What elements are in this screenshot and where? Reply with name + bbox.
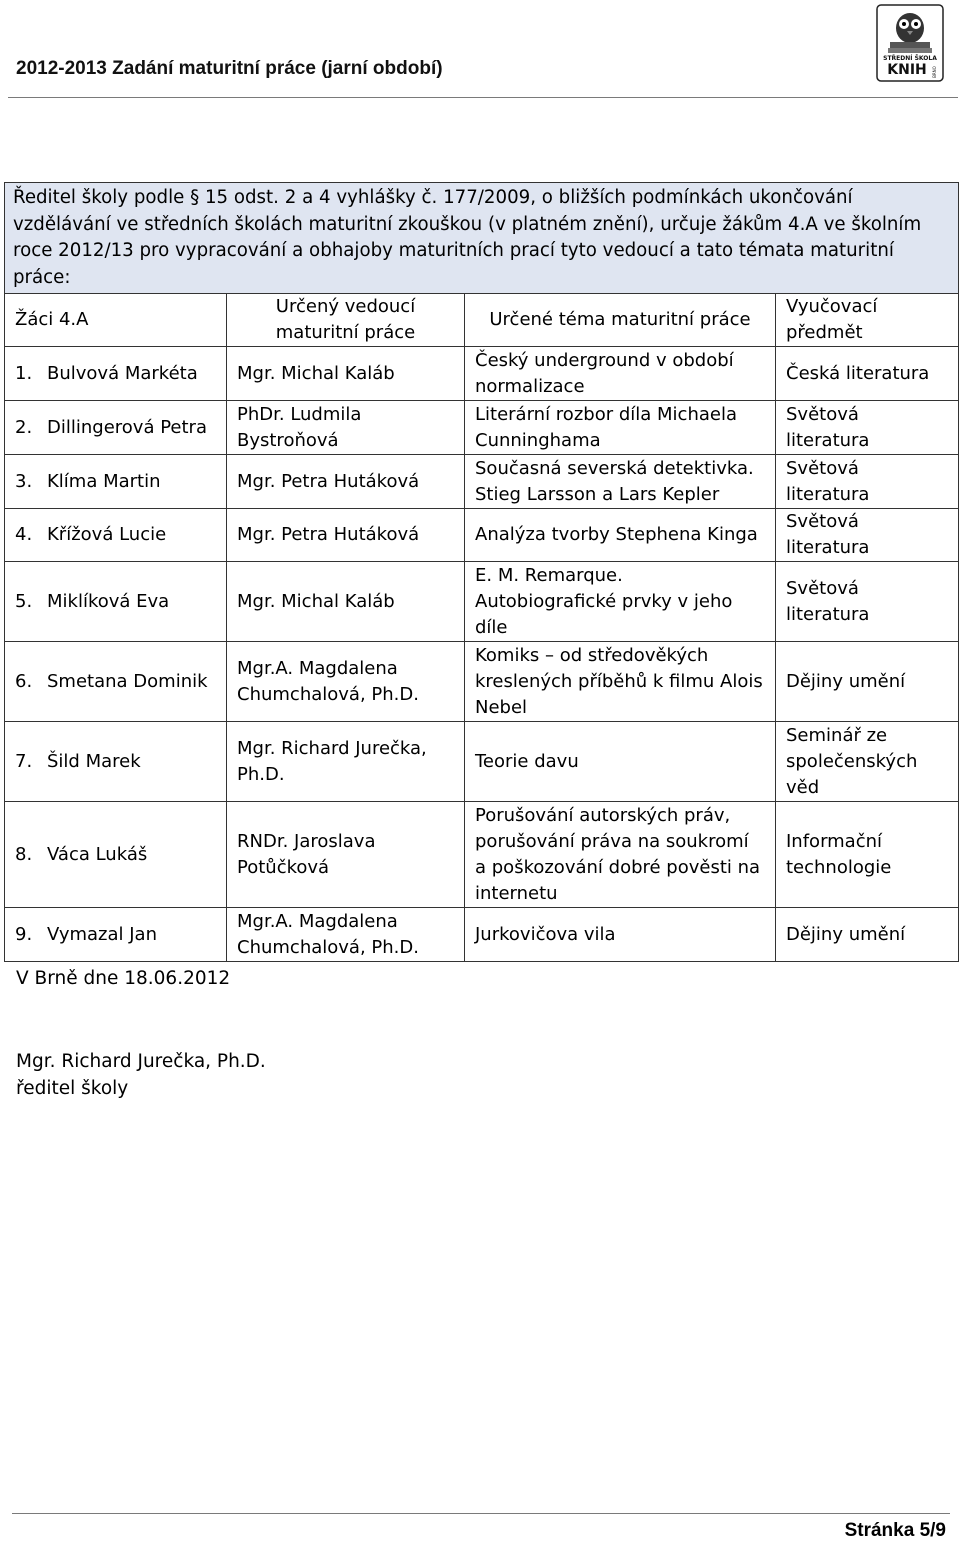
student-name: Miklíková Eva: [47, 590, 170, 612]
signer-role: ředitel školy: [16, 1078, 129, 1099]
topic-cell: Porušování autorských práv, porušování práva na soukromí a poškozování dobré pověsti na internetu: [465, 802, 776, 908]
student-name: Klíma Martin: [47, 470, 161, 492]
logo-text-line1: STŘEDNÍ ŠKOLA: [883, 55, 937, 62]
subject-cell: Česká literatura: [776, 347, 959, 401]
subject-cell: Světová literatura: [776, 509, 959, 562]
header-supervisor: Určený vedoucí maturitní práce: [227, 294, 465, 347]
student-cell: [5, 642, 227, 722]
subject-cell: Světová literatura: [776, 562, 959, 642]
table-row: [5, 802, 959, 908]
supervisor-cell: Mgr. Petra Hutáková: [227, 455, 465, 509]
table-row: [5, 562, 959, 642]
issue-date: V Brně dne 18.06.2012: [16, 968, 231, 989]
table-row: [5, 908, 959, 962]
subject-cell: Dějiny umění: [776, 642, 959, 722]
student-cell: [5, 562, 227, 642]
topic-cell: Současná severská detektivka. Stieg Larsson a Lars Kepler: [465, 455, 776, 509]
table-row: [5, 455, 959, 509]
school-logo: [876, 4, 944, 82]
student-name: Smetana Dominik: [47, 670, 208, 692]
supervisor-cell: Mgr.A. Magdalena Chumchalová, Ph.D.: [227, 642, 465, 722]
table-row: [5, 401, 959, 455]
student-cell: [5, 347, 227, 401]
page-number: Stránka 5/9: [844, 1520, 946, 1541]
subject-cell: Světová literatura: [776, 401, 959, 455]
signer-name: Mgr. Richard Jurečka, Ph.D.: [16, 1051, 266, 1072]
student-cell: [5, 509, 227, 562]
intro-text: Ředitel školy podle § 15 odst. 2 a 4 vyhlášky č. 177/2009, o bližších podmínkách ukončování vzdělávání ve středních školách maturitní zkouškou (v platném znění), určuje žákům 4.A ve školním roce 2012/13 pro vypracování a obhajoby maturitních prací tyto vedoucí a tato témata maturitní práce:: [5, 183, 959, 294]
table-row: [5, 509, 959, 562]
signature-block: [16, 1048, 266, 1102]
student-name: Křížová Lucie: [47, 524, 167, 545]
table-header-row: [5, 294, 959, 347]
row-number: 7.: [15, 750, 33, 772]
row-number: 6.: [15, 670, 33, 692]
header-topic: Určené téma maturitní práce: [465, 294, 776, 347]
student-cell: [5, 802, 227, 908]
supervisor-cell: PhDr. Ludmila Bystroňová: [227, 401, 465, 455]
student-name: Váca Lukáš: [47, 843, 148, 865]
supervisor-cell: Mgr. Michal Kaláb: [227, 562, 465, 642]
topic-cell: Analýza tvorby Stephena Kinga: [465, 509, 776, 562]
supervisor-cell: Mgr. Petra Hutáková: [227, 509, 465, 562]
topic-cell: Český underground v období normalizace: [465, 347, 776, 401]
row-number: 5.: [15, 590, 33, 612]
row-number: 4.: [15, 524, 33, 545]
table-row: [5, 642, 959, 722]
assignments-table: [4, 182, 959, 962]
student-name: Vymazal Jan: [47, 923, 157, 945]
header-subject: Vyučovací předmět: [776, 294, 959, 347]
student-name: Šild Marek: [47, 750, 141, 772]
supervisor-cell: RNDr. Jaroslava Potůčková: [227, 802, 465, 908]
supervisor-cell: Mgr. Richard Jurečka, Ph.D.: [227, 722, 465, 802]
student-cell: [5, 401, 227, 455]
row-number: 9.: [15, 923, 33, 945]
row-number: 1.: [15, 362, 33, 384]
topic-cell: Teorie davu: [465, 722, 776, 802]
student-cell: [5, 722, 227, 802]
header-students: Žáci 4.A: [5, 294, 227, 347]
intro-row: [5, 183, 959, 294]
supervisor-cell: Mgr.A. Magdalena Chumchalová, Ph.D.: [227, 908, 465, 962]
subject-cell: Informační technologie: [776, 802, 959, 908]
student-name: Dillingerová Petra: [47, 416, 207, 438]
subject-cell: Světová literatura: [776, 455, 959, 509]
row-number: 3.: [15, 470, 33, 492]
subject-cell: Dějiny umění: [776, 908, 959, 962]
logo-text-line3: BRNO: [932, 66, 937, 78]
topic-cell: E. M. Remarque. Autobiografické prvky v jeho díle: [465, 562, 776, 642]
topic-cell: Jurkovičova vila: [465, 908, 776, 962]
row-number: 8.: [15, 843, 33, 865]
page-header: [0, 0, 960, 100]
table-row: [5, 347, 959, 401]
supervisor-cell: Mgr. Michal Kaláb: [227, 347, 465, 401]
student-cell: [5, 908, 227, 962]
student-cell: [5, 455, 227, 509]
row-number: 2.: [15, 416, 33, 438]
table-row: [5, 722, 959, 802]
topic-cell: Literární rozbor díla Michaela Cunninghama: [465, 401, 776, 455]
header-divider: [8, 97, 958, 98]
logo-text-line2: KNIH: [887, 62, 927, 78]
topic-cell: Komiks – od středověkých kreslených příběhů k filmu Alois Nebel: [465, 642, 776, 722]
footer-divider: [12, 1513, 950, 1514]
subject-cell: Seminář ze společenských věd: [776, 722, 959, 802]
document-title: 2012-2013 Zadání maturitní práce (jarní období): [16, 58, 443, 79]
student-name: Bulvová Markéta: [47, 362, 198, 384]
